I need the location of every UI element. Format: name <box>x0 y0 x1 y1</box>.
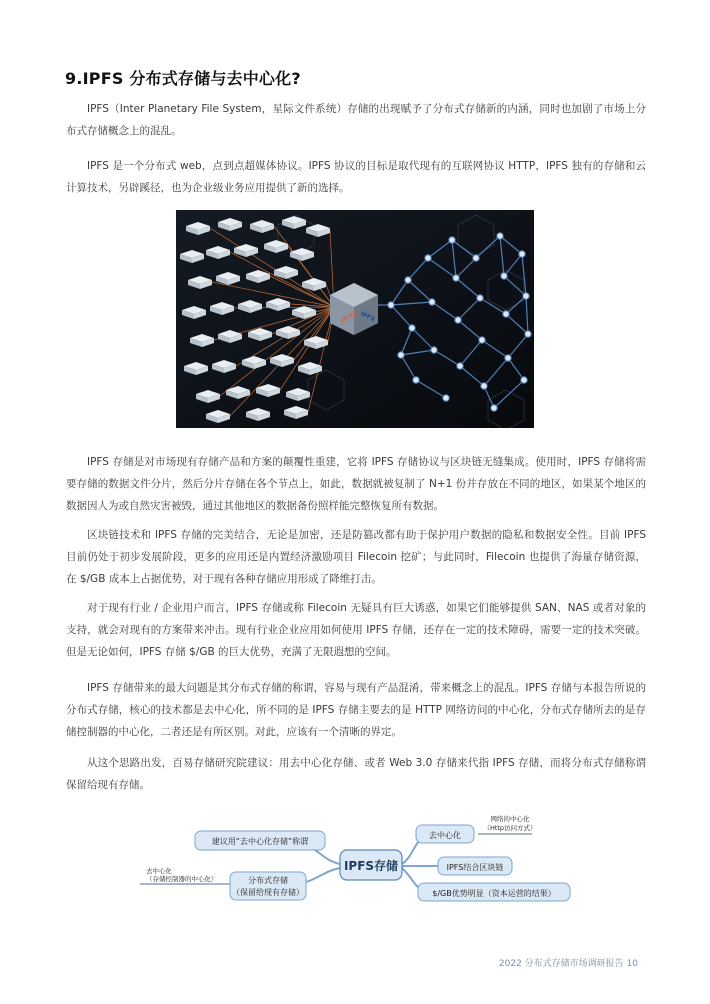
network-node <box>503 311 509 317</box>
paragraph-2: IPFS 是一个分布式 web，点到点超媒体协议。IPFS 协议的目标是取代现有的互联网协议 HTTP，IPFS 独有的存储和云计算技术，另辟蹊径，也为企业级业务应用提供了新的选择。 <box>66 160 646 194</box>
http-label: HTTP <box>339 310 359 325</box>
paragraph-1: IPFS（Inter Planetary File System，星际文件系统）存储的出现赋予了分布式存储新的内涵，同时也加剧了市场上分布式存储概念上的混乱。 <box>66 103 646 137</box>
distributed-label-1: 分布式存储 <box>248 876 288 885</box>
center-label: IPFS存储 <box>343 859 399 873</box>
network-node <box>453 275 459 281</box>
network-node <box>481 383 487 389</box>
decentral-label: 去中心化 <box>429 831 461 840</box>
network-node <box>457 363 463 369</box>
paragraph-5: 对于现有行业 / 企业用户而言，IPFS 存储或称 Filecoin 无疑具有巨大诱惑，如果它们能够提供 SAN、NAS 或者对象的支持，就会对现有的方案带来冲击。现有行业企业应用如何使用 IPFS 存储，还存在一定的技术障碍，需要一定的技术突破。但是无论如何，IPFS 存储 $/GB 的巨大优势，充满了无限遐想的空间。 <box>66 602 646 658</box>
blockchain-label: IPFS结合区块链 <box>446 863 504 872</box>
network-node <box>479 337 485 343</box>
suggest-label: 建议用“去中心化存储”称谓 <box>211 837 309 846</box>
network-node <box>525 331 531 337</box>
network-node <box>491 405 497 411</box>
network-node <box>473 255 479 261</box>
distributed-note-2: （存储控制器的中心化） <box>146 875 218 883</box>
paragraph-7: 从这个思路出发，百易存储研究院建议：用去中心化存储、或者 Web 3.0 存储来代指 IPFS 存储，而将分布式存储称谓保留给现有存储。 <box>66 757 646 791</box>
page-footer: 2022 分布式存储市场调研报告 10 <box>498 959 638 969</box>
network-node <box>443 395 449 401</box>
network-node <box>429 299 435 305</box>
distributed-note-1: 去中心化 <box>146 867 172 875</box>
paragraph-3: IPFS 存储是对市场现有存储产品和方案的颠覆性重建，它将 IPFS 存储协议与区块链无缝集成。使用时，IPFS 存储将需要存储的数据文件分片，然后分片存储在各个节点上，如此，数据就被复制了 N+1 份并存放在不同的地区，如果某个地区的数据因人为或自然灾害被毁，通过其他地区的数据备份照样能完整恢复所有数据。 <box>66 456 646 512</box>
distributed-label-2: （保留给现有存储） <box>232 888 304 897</box>
network-node <box>477 295 483 301</box>
network-node <box>409 325 415 331</box>
network-node <box>425 255 431 261</box>
network-node <box>431 347 437 353</box>
paragraph-6: IPFS 存储带来的最大问题是其分布式存储的称谓，容易与现有产品混淆，带来概念上的混乱。IPFS 存储与本报告所说的分布式存储，核心的技术都是去中心化，所不同的是 IPFS 存储主要去的是 HTTP 网络访问的中心化，分布式存储所去的是存储控制器的中心化，二者还是有所区别。对此，应该有一个清晰的界定。 <box>66 682 646 738</box>
ipfs-network-illustration <box>176 210 534 428</box>
network-node <box>388 302 394 308</box>
network-node <box>519 251 525 257</box>
network-node <box>523 293 529 299</box>
network-node <box>398 352 404 358</box>
ipfs-mindmap <box>140 810 600 910</box>
network-node <box>505 355 511 361</box>
network-node <box>413 377 419 383</box>
network-node <box>501 273 507 279</box>
paragraph-4: 区块链技术和 IPFS 存储的完美结合，无论是加密，还是防篡改都有助于保护用户数据的隐私和数据安全性。目前 IPFS 目前仍处于初步发展阶段，更多的应用还是内置经济激励项目 Filecoin 挖矿；与此同时，Filecoin 也提供了海量存储资源，在 $/GB 成本上占据优势，对于现有各种存储应用形成了降维打击。 <box>66 529 646 585</box>
decentral-note-2: （Http访问方式） <box>483 824 537 832</box>
network-node <box>497 233 503 239</box>
decentral-note-1: 网络的中心化 <box>490 815 530 823</box>
section-title: 9.IPFS 分布式存储与去中心化? <box>65 69 301 88</box>
network-node <box>405 277 411 283</box>
ipfs-label: IPFS <box>359 310 376 324</box>
network-graphic <box>176 210 534 428</box>
network-node <box>449 237 455 243</box>
network-node <box>455 317 461 323</box>
cost-label: $/GB优势明显（资本运营的结果） <box>432 889 556 898</box>
network-node <box>521 377 527 383</box>
